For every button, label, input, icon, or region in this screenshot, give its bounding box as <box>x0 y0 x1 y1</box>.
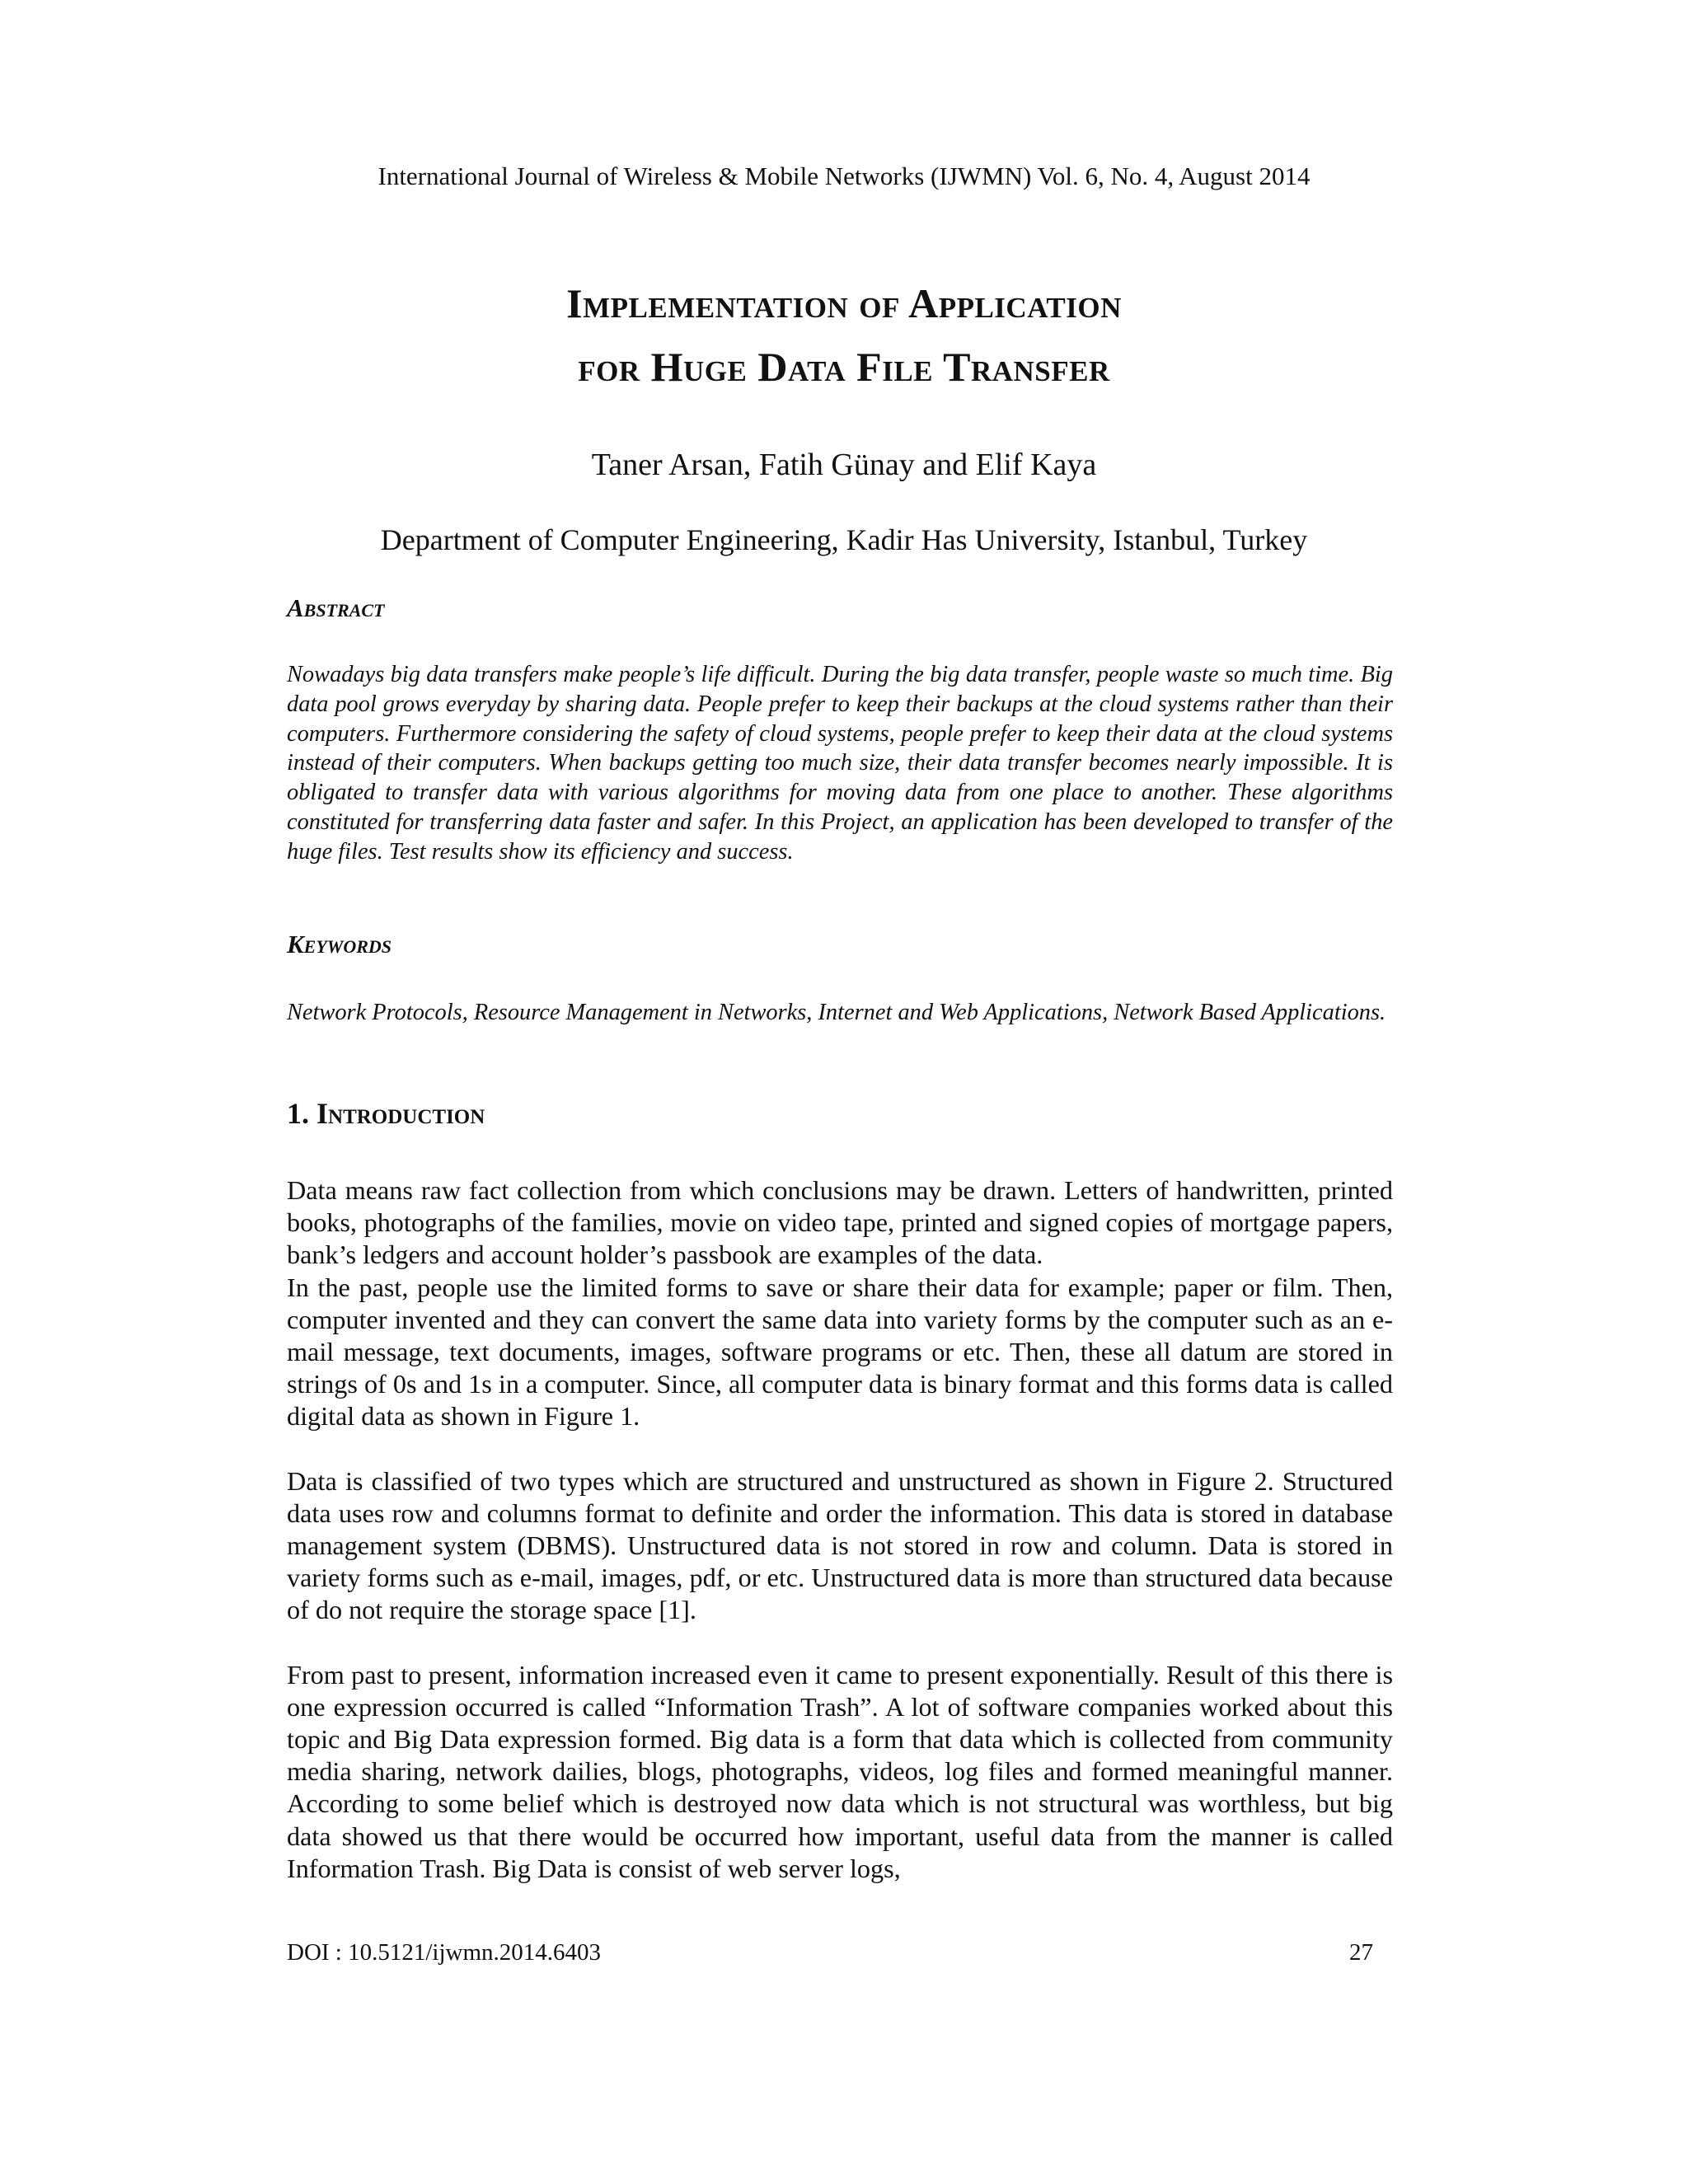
introduction-heading-text: 1. Introduction <box>287 1097 485 1130</box>
author-list: Taner Arsan, Fatih Günay and Elif Kaya <box>591 448 1097 482</box>
abstract-section <box>287 660 1393 867</box>
abstract-heading <box>287 592 1393 625</box>
introduction-body <box>287 1174 1393 1885</box>
affiliation: Department of Computer Engineering, Kadir Has University, Istanbul, Turkey <box>380 523 1308 556</box>
intro-paragraph-3: Data is classified of two types which are structured and unstructured as shown in Figure 2. Structured data uses row and columns format to definite and order the information. This data is stored in database management system (DBMS). Unstructured data is not stored in row and column. Data is stored in variety forms such as e-mail, images, pdf, or etc. Unstructured data is more than structured data because of do not require the storage space [1]. <box>287 1465 1393 1625</box>
intro-paragraph-2: In the past, people use the limited forms to save or share their data for example; paper or film. Then, computer invented and they can convert the same data into variety forms by the computer such as an e-mail message, text documents, images, software programs or etc. Then, these all datum are stored in strings of 0s and 1s in a computer. Since, all computer data is binary format and this forms data is called digital data as shown in Figure 1. <box>287 1272 1393 1432</box>
keywords-text: Network Protocols, Resource Management in Networks, Internet and Web Applications, Network Based Applications. <box>287 1000 1386 1025</box>
title-line-2: for Huge Data File Transfer <box>578 344 1110 390</box>
abstract-text: Nowadays big data transfers make people’s life difficult. During the big data transfer, people waste so much time. Big data pool grows everyday by sharing data. People prefer to keep their backups at the cloud systems rather than their computers. Furthermore considering the safety of cloud systems, people prefer to keep their data at the cloud systems instead of their computers. When backups getting too much size, their data transfer becomes nearly impossible. It is obligated to transfer data with various algorithms for moving data from one place to another. These algorithms constituted for transferring data faster and safer. In this Project, an application has been developed to transfer of the huge files. Test results show its efficiency and success. <box>287 662 1393 865</box>
keywords-heading-text: Keywords <box>287 930 392 958</box>
page-number: 27 <box>1349 1939 1373 1966</box>
introduction-heading <box>287 1094 1393 1132</box>
title-line-1: Implementation of Application <box>566 280 1122 326</box>
intro-paragraph-1: Data means raw fact collection from which conclusions may be drawn. Letters of handwritten, printed books, photographs of the families, movie on video tape, printed and signed copies of mortgage papers, bank’s ledgers and account holder’s passbook are examples of the data. <box>287 1175 1393 1270</box>
keywords-section <box>287 998 1393 1028</box>
running-header: International Journal of Wireless & Mobile Networks (IJWMN) Vol. 6, No. 4, August 2014 <box>377 162 1311 190</box>
paper-title <box>0 272 1688 399</box>
intro-paragraph-4: From past to present, information increased even it came to present exponentially. Result of this there is one expression occurred is called “Information Trash”. A lot of software companies worked about this topic and Big Data expression formed. Big data is a form that data which is collected from community media sharing, network dailies, blogs, photographs, videos, log files and formed meaningful manner. According to some belief which is destroyed now data which is not structural was worthless, but big data showed us that there would be occurred how important, useful data from the manner is called Information Trash. Big Data is consist of web server logs, <box>287 1659 1393 1883</box>
keywords-heading <box>287 928 1393 961</box>
doi-footer: DOI : 10.5121/ijwmn.2014.6403 <box>287 1939 602 1966</box>
abstract-heading-text: Abstract <box>287 593 385 622</box>
